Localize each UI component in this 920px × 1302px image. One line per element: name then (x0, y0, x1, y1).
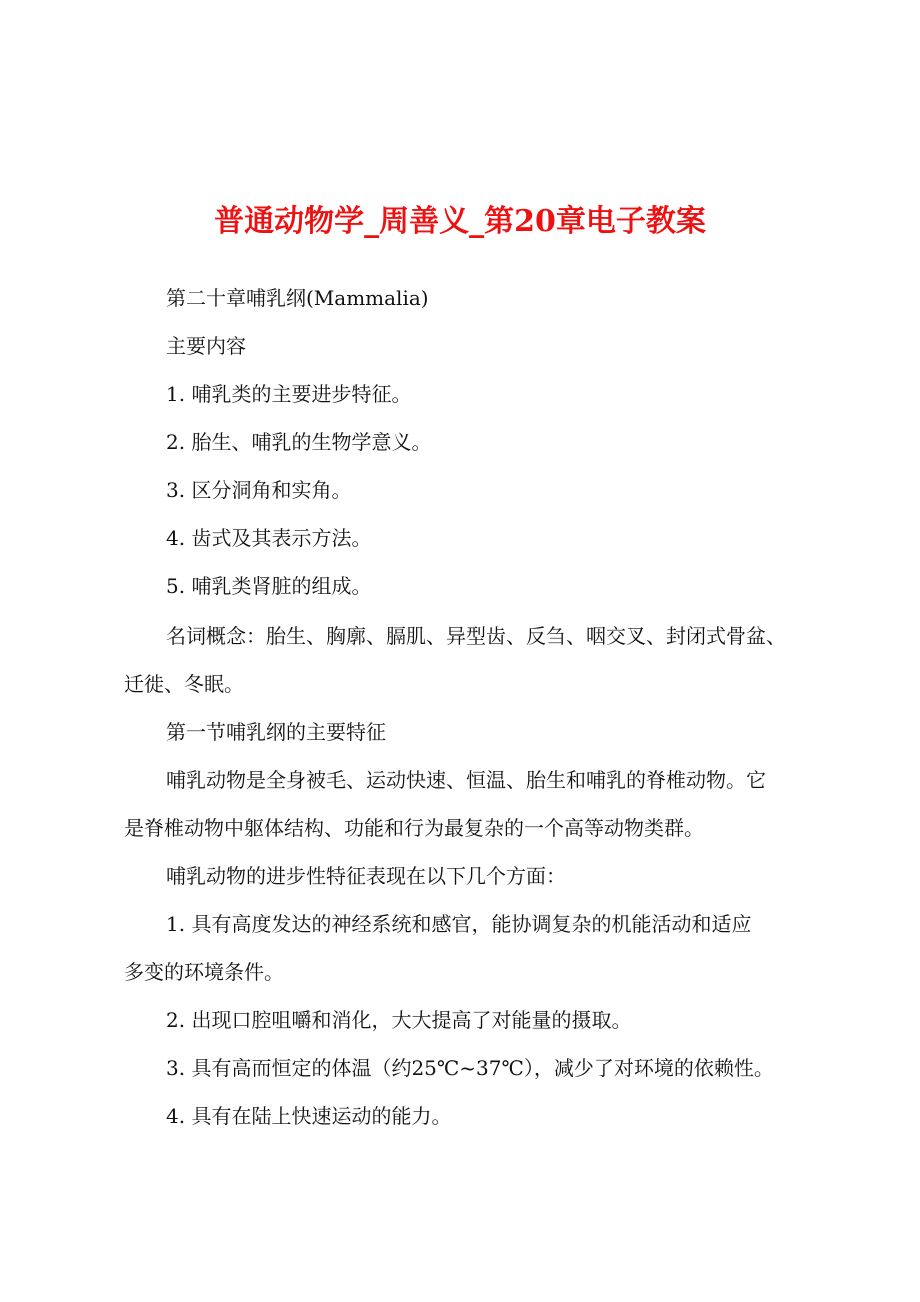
document-title: 普通动物学_周善义_第20章电子教案 (214, 204, 706, 239)
content-item-3: 3. 区分洞角和实角。 (166, 478, 352, 502)
content-item-2: 2. 胎生、哺乳的生物学意义。 (166, 430, 432, 454)
content-item-1: 1. 哺乳类的主要进步特征。 (166, 382, 412, 406)
terms-paragraph-line-1: 名词概念：胎生、胸廓、膈肌、异型齿、反刍、咽交叉、封闭式骨盆、 (166, 624, 786, 648)
terms-paragraph-line-2: 迁徙、冬眠。 (124, 672, 244, 696)
feature-2: 2. 出现口腔咀嚼和消化，大大提高了对能量的摄取。 (166, 1008, 632, 1032)
chapter-heading: 第二十章哺乳纲(Mammalia) (166, 286, 429, 310)
section-label-main-content: 主要内容 (166, 334, 246, 358)
definition-paragraph-line-2: 是脊椎动物中躯体结构、功能和行为最复杂的一个高等动物类群。 (124, 816, 704, 840)
features-intro: 哺乳动物的进步性特征表现在以下几个方面： (166, 864, 566, 888)
content-item-5: 5. 哺乳类肾脏的组成。 (166, 574, 372, 598)
feature-3: 3. 具有高而恒定的体温（约25℃~37℃），减少了对环境的依赖性。 (166, 1056, 774, 1080)
content-item-4: 4. 齿式及其表示方法。 (166, 526, 372, 550)
section-heading-1: 第一节哺乳纲的主要特征 (166, 720, 386, 744)
feature-1-line-2: 多变的环境条件。 (124, 960, 284, 984)
feature-4: 4. 具有在陆上快速运动的能力。 (166, 1104, 452, 1128)
feature-1-line-1: 1. 具有高度发达的神经系统和感官，能协调复杂的机能活动和适应 (166, 912, 752, 936)
definition-paragraph-line-1: 哺乳动物是全身被毛、运动快速、恒温、胎生和哺乳的脊椎动物。它 (166, 768, 766, 792)
